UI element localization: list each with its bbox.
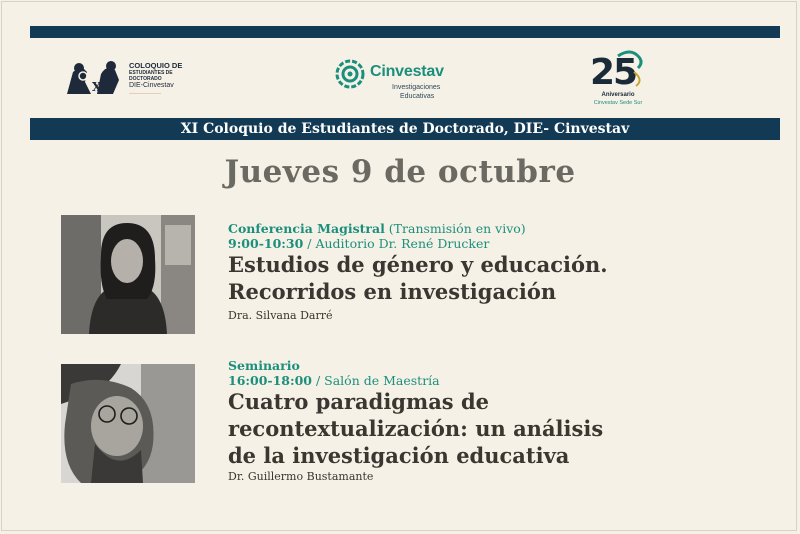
event-1-time: 9:00-10:30 xyxy=(228,236,304,251)
speaker-photo-1 xyxy=(61,215,195,334)
event-1-type-note: (Transmisión en vivo) xyxy=(388,221,526,236)
coloquio-line2: ESTUDIANTES DE DOCTORADO xyxy=(129,70,173,82)
coloquio-line3: DIE-Cinvestav xyxy=(129,82,174,89)
event-banner: XI Coloquio de Estudiantes de Doctorado, DIE- Cinvestav xyxy=(30,118,780,140)
speaker-photo-2 xyxy=(61,364,195,483)
event-1-speaker: Dra. Silvana Darré xyxy=(228,309,333,322)
logo-row xyxy=(0,48,800,110)
top-bar xyxy=(30,26,780,38)
event-1 xyxy=(228,221,608,324)
event-2-place: / Salón de Maestría xyxy=(315,373,440,388)
event-1-type: Conferencia Magistral xyxy=(228,221,385,236)
event-2-time: 16:00-18:00 xyxy=(228,373,312,388)
coloquio-tagline-graphic: ———————— xyxy=(129,90,161,95)
event-1-title-line-2: Recorridos en investigación xyxy=(228,279,557,304)
event-2 xyxy=(228,358,603,485)
cinvestav-sub2: Educativas xyxy=(400,93,435,100)
coloquio-line1: COLOQUIO DE xyxy=(129,61,183,70)
coloquio-logo xyxy=(63,58,203,100)
cinvestav-logo xyxy=(334,56,454,100)
event-2-title-line-2: recontextualización: un análisis xyxy=(228,416,604,441)
aniversario-line2: Cinvestav Sede Sur xyxy=(593,100,643,106)
aniversario-logo xyxy=(588,50,648,110)
aniversario-number: 25 xyxy=(590,52,637,93)
cinvestav-name: Cinvestav xyxy=(370,63,444,80)
event-1-title-line-1: Estudios de género y educación. xyxy=(228,252,608,277)
aniversario-line1: Aniversario xyxy=(601,92,635,98)
cinvestav-emblem-icon xyxy=(334,58,366,90)
date-heading: Jueves 9 de octubre xyxy=(224,154,576,190)
event-2-speaker: Dr. Guillermo Bustamante xyxy=(228,470,374,483)
event-1-place: / Auditorio Dr. René Drucker xyxy=(307,236,490,251)
coloquio-emblem-icon xyxy=(63,58,125,98)
coloquio-numeral: XI xyxy=(92,80,107,94)
cinvestav-sub1: Investigaciones xyxy=(392,84,441,91)
aniversario-serpent-icon xyxy=(612,50,648,90)
event-2-title-line-1: Cuatro paradigmas de xyxy=(228,389,489,414)
event-2-title-line-3: de la investigación educativa xyxy=(228,443,570,468)
event-2-type: Seminario xyxy=(228,358,300,373)
